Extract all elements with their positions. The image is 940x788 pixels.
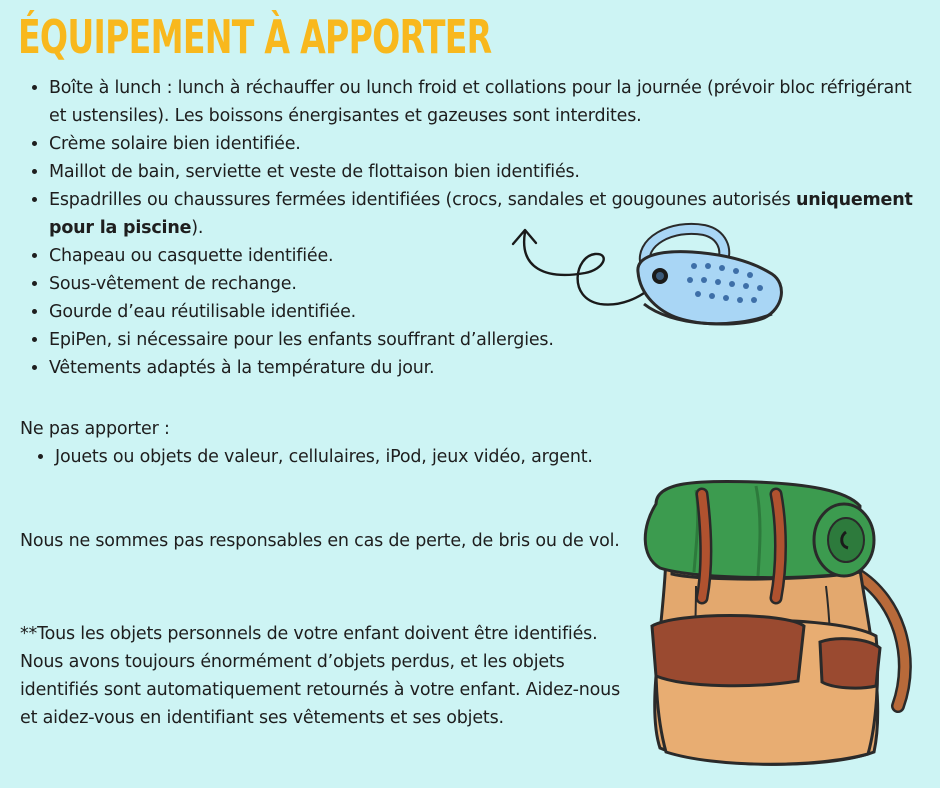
list-item: • Sous-vêtement de rechange. [49,270,929,298]
list-item: • Chapeau ou casquette identifiée. [49,242,929,270]
list-item: • Crème solaire bien identifiée. [49,130,929,158]
list-item: • Jouets ou objets de valeur, cellulaires, iPod, jeux vidéo, argent. [55,443,595,471]
page-title: ÉQUIPEMENT À APPORTER [18,10,492,64]
list-item: • Vêtements adaptés à la température du jour. [49,354,929,382]
list-item: • Boîte à lunch : lunch à réchauffer ou lunch froid et collations pour la journée (prévoir bloc réfrigérant et ustensiles). Les boissons énergisantes et gazeuses sont interdites. [49,74,929,130]
list-item: • Espadrilles ou chaussures fermées identifiées (crocs, sandales et gougounes autorisés uniquement pour la piscine). [49,186,929,242]
list-item: • Gourde d’eau réutilisable identifiée. [49,298,929,326]
equipment-list [20,74,929,382]
ne-pas-list [20,443,595,471]
list-item: • Maillot de bain, serviette et veste de flottaison bien identifiés. [49,158,929,186]
responsibility-text: Nous ne sommes pas responsables en cas de perte, de bris ou de vol. [20,531,620,551]
ne-pas-label: Ne pas apporter : [20,419,170,439]
crocs-shoe-illustration [632,222,787,332]
list-item: • EpiPen, si nécessaire pour les enfants souffrant d’allergies. [49,326,929,354]
backpack-illustration [636,476,920,772]
bold-emphasis: uniquement pour la piscine [49,190,913,238]
note-text: **Tous les objets personnels de votre enfant doivent être identifiés. Nous avons toujours énormément d’objets perdus, et les objets identifiés sont automatiquement retournés à votre enfant. Aidez-nous et aidez-vous en identifiant ses vêtements et ses objets. [20,624,620,728]
